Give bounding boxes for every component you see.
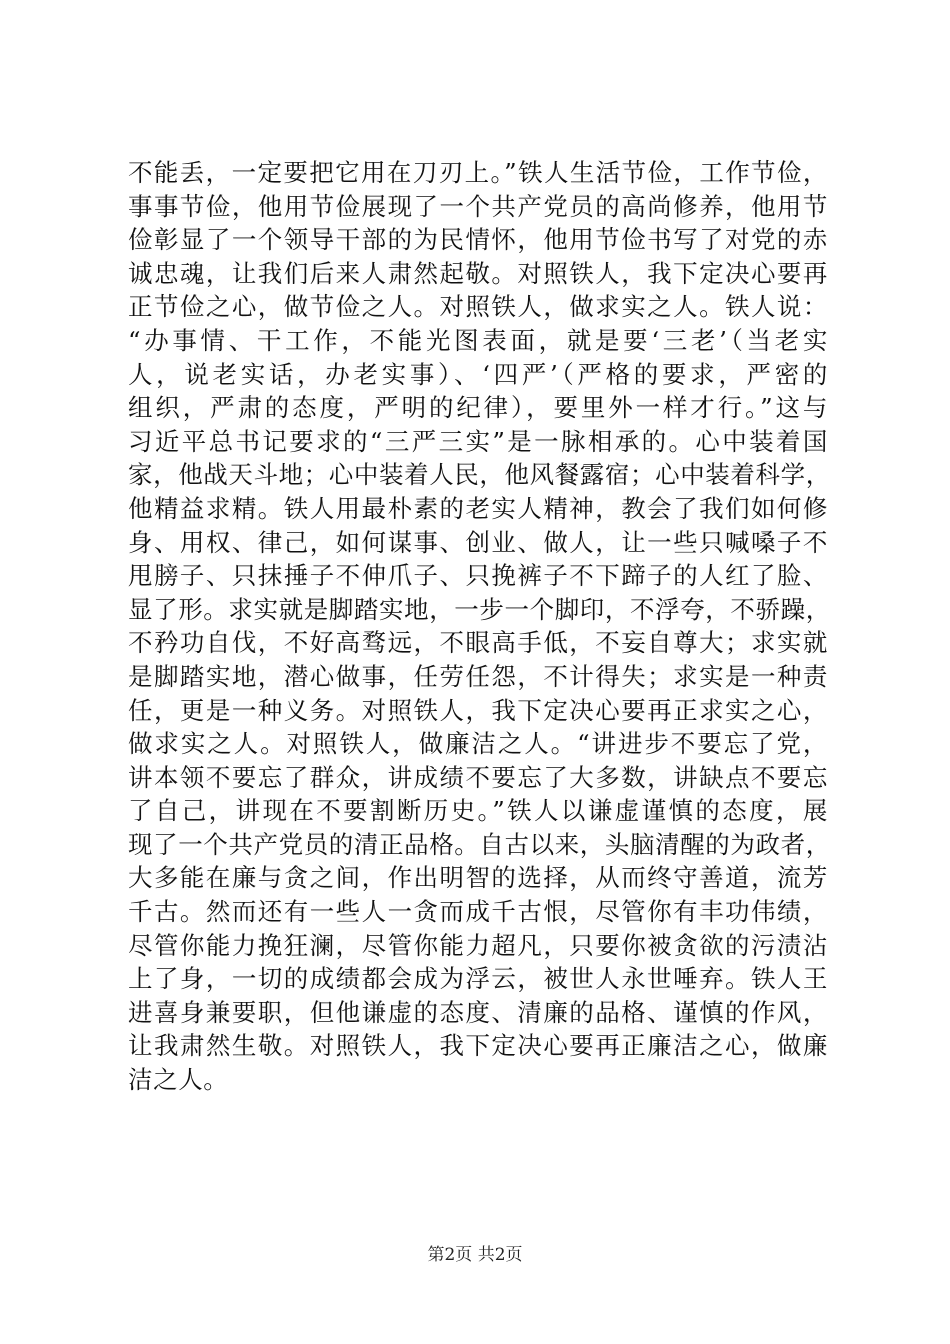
text-line: “办事情、干工作，不能光图表面，就是要‘三老’（当老实 <box>128 325 828 355</box>
text-line: 家，他战天斗地；心中装着人民，他风餐露宿；心中装着科学， <box>128 460 831 490</box>
text-line: 不能丢，一定要把它用在刀刃上。”铁人生活节俭，工作节俭， <box>128 158 828 187</box>
text-line: 千古。然而还有一些人一贪而成千古恨，尽管你有丰功伟绩， <box>128 897 828 927</box>
text-line: 讲本领不要忘了群众，讲成绩不要忘了大多数，讲缺点不要忘 <box>128 762 828 792</box>
text-line: 现了一个共产党员的清正品格。自古以来，头脑清醒的为政者， <box>128 829 831 859</box>
text-line: 大多能在廉与贪之间，作出明智的选择，从而终守善道，流芳 <box>128 863 828 893</box>
text-line: 上了身，一切的成绩都会成为浮云，被世人永世唾弃。铁人王 <box>128 964 828 994</box>
text-line: 进喜身兼要职，但他谦虚的态度、清廉的品格、谨慎的作风， <box>128 997 828 1027</box>
text-line: 俭彰显了一个领导干部的为民情怀，他用节俭书写了对党的赤 <box>128 225 828 255</box>
text-line: 尽管你能力挽狂澜，尽管你能力超凡，只要你被贪欲的污渍沾 <box>128 930 828 960</box>
text-line: 不矜功自伐，不好高骛远，不眼高手低，不妄自尊大；求实就 <box>128 628 828 658</box>
text-line: 了自己，讲现在不要割断历史。”铁人以谦虚谨慎的态度，展 <box>128 796 828 826</box>
text-line: 人，说老实话，办老实事）、‘四严’（严格的要求，严密的 <box>128 359 828 389</box>
text-line: 身、用权、律己，如何谋事、创业、做人，让一些只喊嗓子不 <box>128 527 828 557</box>
text-line: 习近平总书记要求的“三严三实”是一脉相承的。心中装着国 <box>128 426 828 456</box>
text-line: 正节俭之心，做节俭之人。对照铁人，做求实之人。铁人说： <box>128 292 828 322</box>
page-number-footer: 第2页 共2页 <box>427 1245 523 1265</box>
text-line: 做求实之人。对照铁人，做廉洁之人。“讲进步不要忘了党， <box>128 729 828 759</box>
text-line: 事事节俭，他用节俭展现了一个共产党员的高尚修养，他用节 <box>128 191 828 221</box>
text-line: 诚忠魂，让我们后来人肃然起敬。对照铁人，我下定决心要再 <box>128 258 828 288</box>
text-line: 让我肃然生敬。对照铁人，我下定决心要再正廉洁之心，做廉 <box>128 1031 828 1061</box>
text-line: 洁之人。 <box>128 1065 229 1095</box>
body-paragraph <box>128 156 831 1097</box>
text-line: 甩膀子、只抹捶子不伸爪子、只挽裤子不下蹄子的人红了脸、 <box>128 561 828 591</box>
text-line: 他精益求精。铁人用最朴素的老实人精神，教会了我们如何修 <box>128 493 828 523</box>
text-line: 任，更是一种义务。对照铁人，我下定决心要再正求实之心， <box>128 695 828 725</box>
text-line: 是脚踏实地，潜心做事，任劳任怨，不计得失；求实是一种责 <box>128 661 828 691</box>
text-line: 显了形。求实就是脚踏实地，一步一个脚印，不浮夸，不骄躁， <box>128 594 831 624</box>
text-line: 组织，严肃的态度，严明的纪律），要里外一样才行。”这与 <box>128 393 828 423</box>
